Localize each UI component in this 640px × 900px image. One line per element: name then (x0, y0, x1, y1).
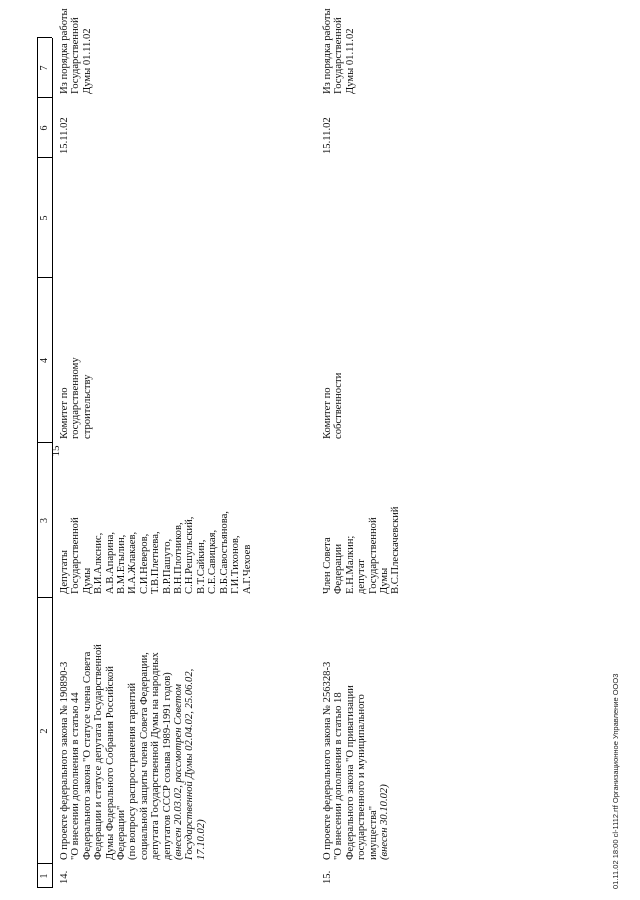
bill-authors-line: В.И.Алкснис, (93, 532, 105, 594)
bill-title-line: (по вопросу распространения гарантий (127, 682, 139, 860)
row-note-line: Думы 01.11.02 (81, 28, 93, 94)
row-note-line: Из порядка работы (59, 8, 70, 94)
column-header-5: 5 (37, 158, 53, 278)
row-note (322, 8, 356, 94)
bill-submission-note-line: Государственной Думы 02.04.02, 25.06.02, (184, 668, 196, 860)
bill-authors (59, 511, 253, 594)
row-note-line: Государственной (70, 17, 82, 94)
row-note-line: Думы 01.11.02 (344, 28, 356, 94)
bill-authors-line: В.Р.Пашуто, (161, 538, 173, 594)
bill-title-line: О проекте федерального закона № 190890-3 (59, 661, 70, 860)
bill-submission-note (173, 669, 207, 860)
column-divider (37, 863, 52, 864)
bill-submission-note-line: 17.10.02) (195, 819, 207, 860)
bill-authors-line: Думы (379, 567, 391, 594)
column-header-1: 1 (37, 864, 53, 888)
row-note-line: Государственной (333, 17, 345, 94)
bill-authors-line: В.Н.Плотников, (173, 522, 185, 594)
column-divider (37, 597, 52, 598)
responsible-committee (322, 373, 345, 439)
bill-title-line: "О внесении дополнения в статью 44 (70, 692, 82, 860)
bill-authors (322, 507, 402, 594)
bill-authors-line: В.М.Етылин, (116, 534, 128, 594)
bill-title (59, 644, 173, 860)
column-divider (37, 157, 52, 158)
bill-title-line: Федерации" (116, 805, 128, 860)
bill-title-line: государственного и муниципального (356, 694, 368, 860)
consideration-date: 15.11.02 (59, 117, 70, 154)
column-divider (37, 442, 52, 443)
bill-authors-line: А.Г.Чехоев (241, 544, 253, 594)
bill-authors-line: А.В.Апарина, (104, 531, 116, 594)
bill-submission-note-line: (внесен 30.10.02) (379, 784, 390, 860)
responsible-committee-line: строительству (81, 374, 93, 439)
column-header-7: 7 (37, 38, 53, 98)
bill-authors-line: Член Совета (322, 537, 333, 594)
row-note-line: Из порядка работы (322, 8, 333, 94)
responsible-committee (59, 357, 93, 439)
responsible-committee-line: Комитет по (322, 387, 333, 439)
bill-authors-line: депутат (356, 559, 368, 594)
bill-title-line: депутатов СССР созыва 1989-1991 годов) (161, 672, 173, 860)
consideration-date: 15.11.02 (322, 117, 333, 154)
column-header-6: 6 (37, 98, 53, 158)
bill-authors-line: И.А.Жлакаев, (127, 531, 139, 594)
bill-title-line: Федерального закона "О приватизации (344, 685, 356, 860)
column-divider (37, 887, 52, 888)
bill-authors-line: В.Т.Сайкин, (195, 539, 207, 594)
bill-authors-line: С.Н.Решульский, (184, 516, 196, 594)
row-number: 15. (322, 870, 333, 884)
bill-authors-line: С.И.Неверов, (138, 533, 150, 594)
bill-authors-line: В.С.Плескачевский (390, 506, 402, 594)
bill-title-line: имущества" (367, 805, 379, 860)
bill-submission-note (379, 784, 390, 860)
bill-title (322, 662, 379, 860)
bill-submission-note-line: (внесен 20.03.02, рассмотрен Советом (173, 684, 184, 860)
bill-title-line: О проекте федерального закона № 256328-3 (322, 661, 333, 860)
bill-authors-line: Думы (81, 567, 93, 594)
bill-authors-line: Е.Н.Малкин; (344, 535, 356, 594)
bill-title-line: Федерации и статусе депутата Государственной (93, 644, 105, 860)
bill-title-line: Думы Федерального Собрания Российской (104, 666, 116, 860)
column-header-4: 4 (37, 278, 53, 443)
bill-authors-line: Государственной (367, 517, 379, 594)
footer-text: 01.11.02 18:00 cl-1112.rtf Организационное Управление ООО3 (611, 673, 620, 889)
column-divider (37, 37, 52, 38)
row-number: 14. (59, 870, 70, 884)
bill-title-line: Федерального закона "О статусе члена Совета (81, 651, 93, 860)
bill-authors-line: Депутаты (59, 550, 70, 594)
responsible-committee-line: собственности (333, 372, 345, 439)
bill-authors-line: Г.И.Тихонов, (230, 535, 242, 594)
bill-authors-line: Т.В.Плетнева, (150, 531, 162, 594)
page-number: 15 (50, 445, 62, 457)
responsible-committee-line: государственному (70, 357, 82, 439)
bill-authors-line: Федерации (333, 543, 345, 594)
column-divider (37, 277, 52, 278)
bills-table (37, 8, 597, 888)
responsible-committee-line: Комитет по (59, 387, 70, 439)
bill-authors-line: В.Б.Савостьянова, (218, 511, 230, 594)
column-divider (37, 97, 52, 98)
bill-title-line: "О внесении дополнения в статью 18 (333, 692, 345, 860)
bill-authors-line: С.Е.Савицкая, (207, 529, 219, 594)
column-header-2: 2 (37, 598, 53, 864)
bill-authors-line: Государственной (70, 517, 82, 594)
bill-title-line: депутата Государственной Думы на народных (150, 652, 162, 860)
row-note (59, 8, 93, 94)
bill-title-line: социальной защиты члена Совета Федерации, (138, 652, 150, 860)
column-header-3: 3 (37, 443, 53, 598)
